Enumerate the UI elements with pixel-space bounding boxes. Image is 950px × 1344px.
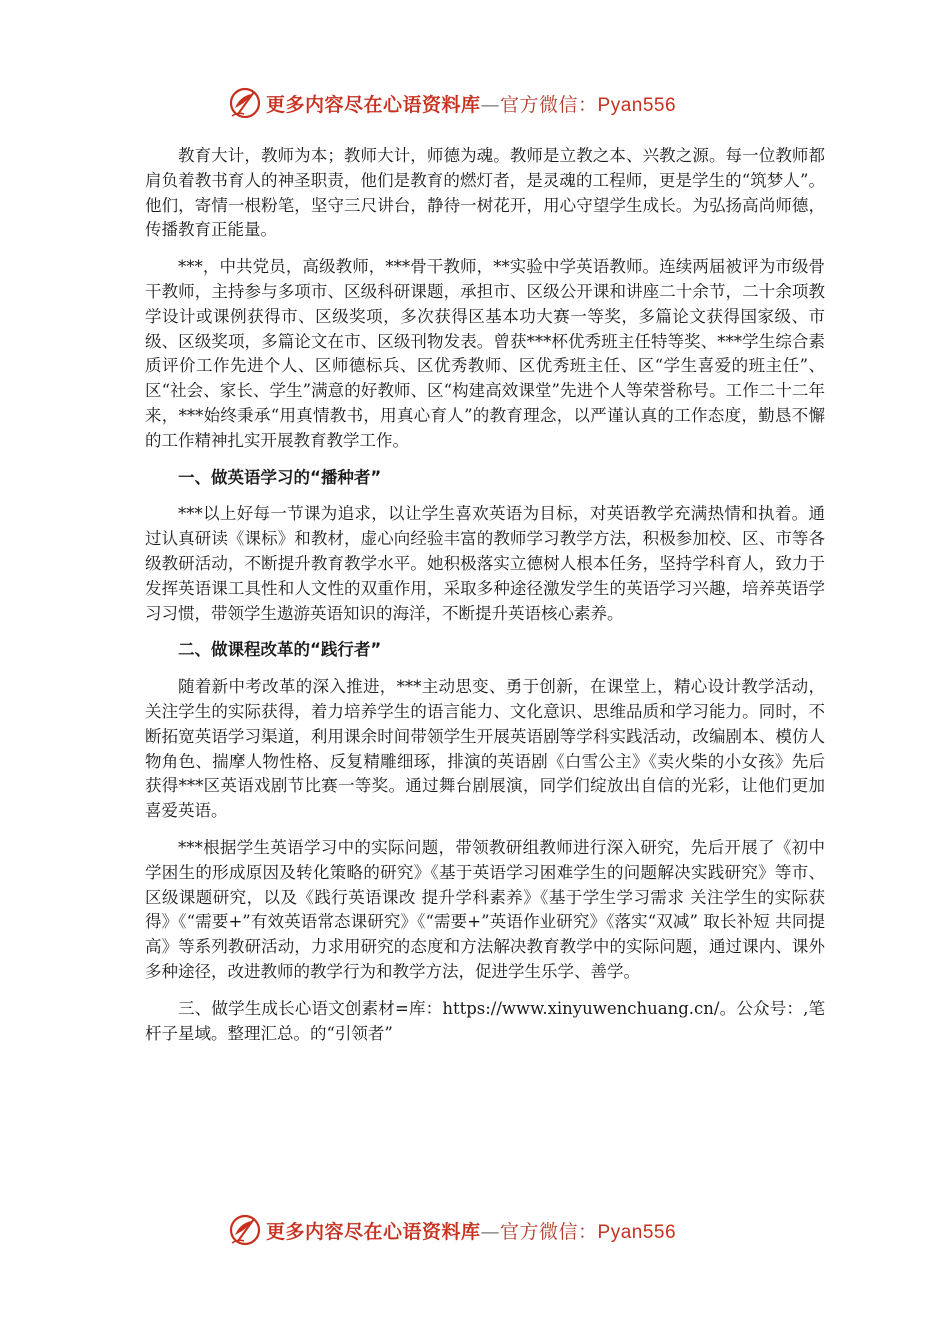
document-body	[145, 144, 825, 1058]
section-2-paragraph-2: ***根据学生英语学习中的实际问题，带领教研组教师进行深入研究，先后开展了《初中学困生的形成原因及转化策略的研究》《基于英语学习困难学生的问题解决实践研究》等市、区级课题研究，以及《践行英语课改 提升学科素养》《基于学生学习需求 关注学生的实际获得》《“需要+”有效英语常态课研究》《“需要+”英语作业研究》《落实“双减” 取长补短 共同提高》等系列教研活动，力求用研究的态度和方法解决教育教学中的实际问题，通过课内、课外多种途径，改进教师的教学行为和教学方法，促进学生乐学、善学。	[145, 837, 825, 981]
section-1-heading: 一、做英语学习的“播种者”	[178, 467, 382, 487]
banner-main: 更多内容尽在心语资料库	[266, 93, 481, 116]
banner-dash: —	[480, 93, 501, 116]
banner-dash: —	[480, 1220, 501, 1243]
pen-logo-icon	[228, 86, 262, 120]
banner-wechat-id: Pyan556	[597, 1221, 677, 1243]
intro-paragraph: 教育大计，教师为本；教师大计，师德为魂。教师是立教之本、兴教之源。每一位教师都肩负着教书育人的神圣职责，他们是教育的燃灯者，是灵魂的工程师，更是学生的“筑梦人”。他们，寄情一根粉笔，坚守三尺讲台，静待一树花开，用心守望学生成长。为弘扬高尚师德，传播教育正能量。	[145, 146, 825, 240]
profile-paragraph: ***，中共党员，高级教师，***骨干教师，**实验中学英语教师。连续两届被评为市级骨干教师，主持参与多项市、区级科研课题，承担市、区级公开课和讲座二十余节，二十余项教学设计或课例获得市、区级奖项，多次获得区基本功大赛一等奖，多篇论文获得国家级、市级、区级奖项，多篇论文在市、区级刊物发表。曾获***杯优秀班主任特等奖、***学生综合素质评价工作先进个人、区师德标兵、区优秀教师、区优秀班主任、区“学生喜爱的班主任”、区“社会、家长、学生”满意的好教师、区“构建高效课堂”先进个人等荣誉称号。工作二十二年来，***始终秉承“用真情教书，用真心育人”的教育理念，以严谨认真的工作态度，勤恳不懈的工作精神扎实开展教育教学工作。	[145, 257, 825, 450]
banner-tail: 官方微信：	[500, 93, 598, 116]
banner-text	[266, 1217, 676, 1244]
banner-wechat-id: Pyan556	[597, 94, 677, 116]
section-1-paragraph: ***以上好每一节课为追求，以让学生喜欢英语为目标，对英语教学充满热情和执着。通过认真研读《课标》和教材，虚心向经验丰富的教师学习教学方法，积极参加校、区、市等各级教研活动，不断提升教育教学水平。她积极落实立德树人根本任务，坚持学科育人，致力于发挥英语课工具性和人文性的双重作用，采取多种途径激发学生的英语学习兴趣，培养英语学习习惯，带领学生遨游英语知识的海洋，不断提升英语核心素养。	[145, 504, 825, 623]
section-2-heading: 二、做课程改革的“践行者”	[178, 640, 382, 660]
banner-tail: 官方微信：	[500, 1220, 598, 1243]
section-3-heading: 三、做学生成长心语文创素材=库：https://www.xinyuwenchuang.cn/。公众号：,笔杆子星域。整理汇总。的“引领者”	[145, 998, 825, 1043]
banner-text	[266, 90, 676, 117]
banner-main: 更多内容尽在心语资料库	[266, 1220, 481, 1243]
pen-logo-icon	[228, 1213, 262, 1247]
header-watermark-banner	[228, 85, 676, 121]
footer-watermark-banner	[228, 1212, 676, 1248]
section-2-paragraph-1: 随着新中考改革的深入推进，***主动思变、勇于创新，在课堂上，精心设计教学活动，关注学生的实际获得，着力培养学生的语言能力、文化意识、思维品质和学习能力。同时，不断拓宽英语学习渠道，利用课余时间带领学生开展英语剧等学科实践活动，改编剧本、模仿人物角色、揣摩人物性格、反复精雕细琢，排演的英语剧《白雪公主》《卖火柴的小女孩》先后获得***区英语戏剧节比赛一等奖。通过舞台剧展演，同学们绽放出自信的光彩，让他们更加喜爱英语。	[145, 677, 825, 821]
